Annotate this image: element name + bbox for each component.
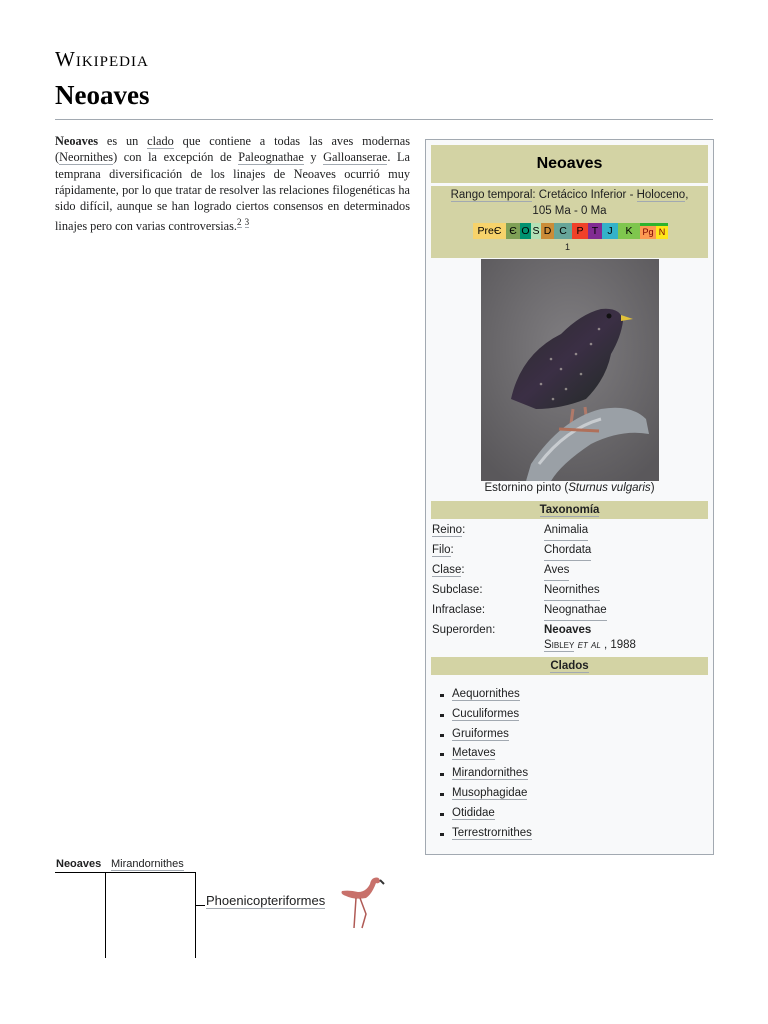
clades-list — [438, 685, 532, 843]
taxonomy-row — [432, 520, 708, 540]
geologic-timescale — [473, 223, 668, 239]
taxonomy-header-link[interactable]: Taxonomía — [539, 504, 600, 516]
caption-text: ) — [650, 482, 655, 494]
authority-year: , 1988 — [600, 639, 636, 651]
wikipedia-logo[interactable]: Wikipedia — [55, 47, 149, 71]
taxonomy-value[interactable]: Animalia — [544, 520, 588, 541]
timescale-note: 1 — [565, 242, 571, 252]
intro-text: es un — [98, 134, 148, 148]
clade-link[interactable]: Musophagidae — [452, 786, 528, 799]
timescale-period-7[interactable]: T — [588, 223, 602, 239]
taxonomy-row — [432, 620, 708, 640]
intro-bold-term: Neoaves — [55, 134, 99, 148]
taxonomy-value[interactable]: Aves — [544, 560, 569, 581]
intro-paragraph — [55, 133, 410, 235]
reference-2[interactable]: 2 — [237, 217, 242, 228]
cladogram-root[interactable]: Neoaves — [56, 858, 102, 870]
caption-text: Estornino pinto ( — [484, 482, 569, 494]
intro-text: ) con la excepción de — [113, 150, 239, 165]
timescale-period-4[interactable]: D — [541, 223, 554, 239]
clado-line — [105, 872, 195, 873]
timescale-period-0[interactable]: PreЄ — [473, 223, 506, 239]
timescale-period-9[interactable]: K — [618, 223, 640, 239]
starling-image — [481, 259, 659, 481]
author-sibley[interactable]: Sibley — [544, 639, 575, 651]
link-paleognathae[interactable]: Paleognathae — [238, 150, 304, 165]
taxonomy-rank[interactable]: Reino: — [432, 524, 466, 536]
clado-line — [105, 872, 106, 958]
taxonomy-rank: Infraclase: — [432, 604, 486, 616]
clade-item — [438, 685, 532, 705]
clade-link[interactable]: Cuculiformes — [452, 707, 520, 720]
photo-caption — [431, 482, 708, 494]
clade-link[interactable]: Metaves — [452, 747, 496, 760]
taxobox-title: Neoaves — [431, 145, 708, 183]
clade-item — [438, 824, 532, 844]
clade-link[interactable]: Mirandornithes — [452, 767, 529, 780]
timescale-period-8[interactable]: J — [602, 223, 618, 239]
clado-line — [55, 872, 105, 873]
range-ma: 105 Ma - 0 Ma — [532, 205, 607, 217]
timescale-period-2[interactable]: O — [521, 225, 530, 237]
intro-text: y — [303, 150, 324, 165]
timescale-period-1[interactable]: Є — [506, 223, 520, 239]
link-clado[interactable]: clado — [147, 134, 174, 148]
link-holoceno[interactable]: Holoceno — [636, 189, 686, 201]
clade-link[interactable]: Otididae — [452, 806, 495, 819]
taxonomy-rank: Subclase: — [432, 584, 483, 596]
taxonomy-value[interactable]: Chordata — [544, 540, 591, 561]
temporal-range: Rango temporal: Cretácico Inferior - Holoceno, 105 Ma - 0 Ma PreЄ Є O S D C P T J K Pg N 1 — [431, 186, 708, 258]
clade-item — [438, 705, 532, 725]
clades-header — [431, 657, 708, 675]
taxonomy-rank[interactable]: Clase: — [432, 564, 465, 576]
taxon-authority — [544, 639, 636, 651]
link-rango-temporal[interactable]: Rango temporal — [450, 189, 533, 201]
starling-photo[interactable] — [481, 259, 659, 481]
taxonomy-value[interactable]: Neornithes — [544, 580, 600, 601]
clade-link[interactable]: Terrestrornithes — [452, 826, 532, 839]
taxonomy-row — [432, 580, 708, 600]
clade-link[interactable]: Gruiformes — [452, 727, 509, 740]
taxonomy-value: Neoaves — [544, 624, 592, 636]
cladogram-phoenicopteriformes[interactable]: Phoenicopteriformes — [206, 893, 326, 908]
clade-item — [438, 764, 532, 784]
taxonomy-row — [432, 560, 708, 580]
clado-line — [195, 872, 196, 958]
intro-text: . La temprana diversificación de los linajes de Neoaves ocurrió muy rápidamente, por lo que tratar de resolver las relaciones filogenéticas ha sido difícil, aunque se han logrado ciertos consensos en determinados linajes pero con varias controversias. — [55, 150, 411, 234]
taxonomy-rank: Superorden: — [432, 624, 496, 636]
link-neornithes[interactable]: Neornithes — [59, 150, 114, 165]
caption-species: Sturnus vulgaris — [568, 482, 651, 494]
clado-line — [195, 905, 205, 906]
taxonomy-row — [432, 540, 708, 560]
clade-item — [438, 804, 532, 824]
clade-link[interactable]: Aequornithes — [452, 688, 520, 700]
timescale-period-5[interactable]: C — [554, 223, 572, 239]
taxonomy-row — [432, 600, 708, 620]
title-divider — [55, 119, 713, 120]
clade-item — [438, 725, 532, 745]
timescale-period-6[interactable]: P — [572, 223, 588, 239]
taxobox — [425, 139, 714, 855]
page-title: Neoaves — [55, 80, 150, 110]
author-etal: et al — [577, 639, 601, 651]
taxonomy-value[interactable]: Neognathae — [544, 600, 607, 621]
intro-text: que contiene a todas las aves modernas ( — [55, 134, 410, 165]
taxonomy-rank[interactable]: Filo: — [432, 544, 454, 556]
timescale-period-10[interactable]: Pg — [640, 223, 656, 239]
clade-item — [438, 784, 532, 804]
reference-3[interactable]: 3 — [244, 217, 250, 228]
range-text: : Cretácico Inferior - — [532, 189, 637, 201]
timescale-period-3[interactable]: S — [532, 225, 540, 237]
cladogram-mirandornithes[interactable]: Mirandornithes — [111, 858, 184, 870]
clade-item — [438, 744, 532, 764]
taxonomy-header — [431, 501, 708, 519]
timescale-period-11[interactable]: N — [656, 223, 668, 239]
flamingo-icon — [336, 874, 386, 930]
clades-header-label: Clados — [550, 660, 589, 672]
link-galloanserae[interactable]: Galloanserae — [323, 150, 388, 165]
